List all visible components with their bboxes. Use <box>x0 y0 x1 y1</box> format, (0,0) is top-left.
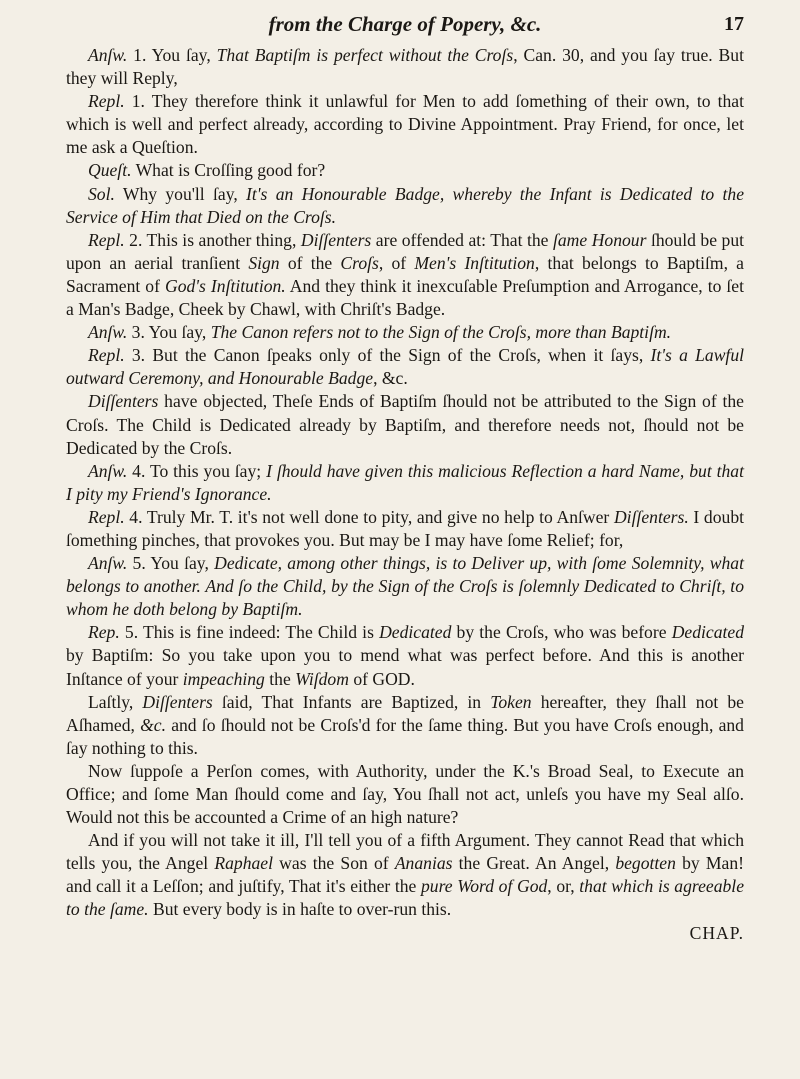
italic-text: I ſhould have given this malicious Reflection a hard Name, but that I pity my Friend's Ignorance. <box>66 460 744 504</box>
italic-text: Croſs <box>340 252 379 273</box>
running-head <box>66 6 744 42</box>
italic-text: Anſw. <box>88 460 128 481</box>
italic-text: begotten <box>615 853 676 874</box>
italic-text: Sol. <box>88 183 115 204</box>
italic-text: Anſw. <box>88 322 128 343</box>
paragraph <box>66 159 744 182</box>
italic-text: Queſt. <box>88 160 132 181</box>
italic-text: God's Inſtitution. <box>164 275 286 296</box>
italic-text: Diſſenters <box>142 691 213 712</box>
paragraph <box>66 760 744 829</box>
italic-text: Dedicated <box>671 622 744 643</box>
text-run: 5. You ſay, <box>127 553 215 574</box>
paragraph <box>66 321 744 344</box>
italic-text: Repl. <box>88 506 125 527</box>
text-run: by Baptiſm: So you take upon you to mend what was perfect before. And this is another Inſtance of your <box>66 645 744 689</box>
text-run: hereafter, they ſhall not be Aſhamed, <box>66 691 744 735</box>
italic-text: That Baptiſm is perfect without the Croſs <box>216 45 514 65</box>
italic-text: Diſſenters <box>88 391 159 412</box>
italic-text: Repl. <box>88 91 125 112</box>
text-run: 4. Truly Mr. T. it's not well done to pity, and give no help to Anſwer <box>124 506 614 527</box>
italic-text: pure Word of God <box>421 876 548 897</box>
page-number: 17 <box>724 13 744 35</box>
italic-text: Anſw. <box>88 553 128 574</box>
italic-text: Rep. <box>88 622 120 643</box>
paragraph <box>66 390 744 459</box>
paragraph <box>66 344 744 390</box>
paragraph <box>66 183 744 229</box>
italic-text: Repl. <box>88 345 125 366</box>
text-run: ſhould be put upon an aerial tranſient <box>66 229 745 273</box>
italic-text: Dedicated <box>379 622 452 643</box>
text-run: the Great. An Angel, <box>452 853 616 874</box>
text-run: 1. They therefore think it unlawful for Men to add ſomething of their own, to that which is well and perfect already, according to Divine Appointment. Pray Friend, for once, let me ask a Queſtion. <box>66 91 744 158</box>
italic-text: Diſſenters. <box>613 506 689 527</box>
paragraph <box>66 829 744 921</box>
text-run: I doubt ſomething pinches, that provokes you. But may be I may have ſome Relief; for, <box>66 506 745 550</box>
paragraph <box>66 229 744 321</box>
text-run: 3. You ſay, <box>127 322 211 343</box>
text-run: are offended at: That the <box>371 229 553 250</box>
body-text <box>66 44 744 922</box>
text-run: by Man! and call it a Leſſon; and juſtify, That it's either the <box>66 853 744 897</box>
italic-text: Anſw. <box>88 45 128 65</box>
paragraph <box>66 506 744 552</box>
text-run: , or, <box>547 876 580 897</box>
italic-text: that which is agreeable to the ſame. <box>66 876 744 920</box>
paragraph <box>66 90 744 159</box>
text-run: 1. You ſay, <box>127 45 217 65</box>
italic-text: &c. <box>140 714 166 735</box>
italic-text: Token <box>490 691 532 712</box>
italic-text: Diſſenters <box>300 229 372 250</box>
italic-text: Sign <box>248 252 280 273</box>
text-run: What is Croſſing good for? <box>131 160 326 181</box>
italic-text: Wiſdom <box>295 668 349 689</box>
italic-text: Raphael <box>214 853 273 874</box>
italic-text: Ananias <box>394 853 453 874</box>
italic-text: impeaching <box>182 668 265 689</box>
catchword: CHAP. <box>689 922 744 943</box>
text-run: But every body is in haſte to over-run this. <box>148 899 452 920</box>
text-run: , &c. <box>373 368 408 389</box>
text-run: 3. But the Canon ſpeaks only of the Sign of the Croſs, when it ſays, <box>124 345 651 366</box>
italic-text: Dedicate, among other things, is to Deliver up, with ſome Solemnity, what belongs to another. And ſo the Child, by the Sign of the Croſs is ſolemnly Dedicated to Chriſt, to whom he doth belong by Baptiſm. <box>66 553 744 620</box>
text-run: , that belongs to Baptiſm, a Sacrament of <box>66 252 744 296</box>
paragraph <box>66 460 744 506</box>
paragraph <box>66 621 744 690</box>
italic-text: ſame Honour <box>552 229 647 250</box>
text-run: was the Son of <box>273 853 395 874</box>
text-run: , of <box>378 252 415 273</box>
italic-text: Men's Inſtitution <box>414 252 535 273</box>
text-run: of GOD. <box>348 668 415 689</box>
text-run: And they think it inexcuſable Preſumption and Arrogance, to ſet a Man's Badge, Cheek by Chawl, with Chriſt's Badge. <box>66 275 745 320</box>
text-run: 5. This is fine indeed: The Child is <box>119 622 380 643</box>
text-run: and ſo ſhould not be Croſs'd for the ſame thing. But you have Croſs enough, and ſay nothing to this. <box>66 714 744 758</box>
text-run: Now ſuppoſe a Perſon comes, with Authority, under the K.'s Broad Seal, to Execute an Office; and ſome Man ſhould come and ſay, You ſhall not act, unleſs you have my Seal alſo. Would not this be accounted a Crime of an high nature? <box>66 760 744 828</box>
text-run: 2. This is another thing, <box>124 229 301 250</box>
italic-text: The Canon refers not to the Sign of the Croſs, more than Baptiſm. <box>210 322 672 343</box>
text-run: And if you will not take it ill, I'll tell you of a fifth Argument. They cannot Read that which tells you, the Angel <box>66 830 744 874</box>
italic-text: Repl. <box>88 229 125 250</box>
text-run: by the Croſs, who was before <box>451 622 672 643</box>
text-run: Why you'll ſay, <box>114 183 247 204</box>
text-run: 4. To this you ſay; <box>127 460 267 481</box>
text-run: , Can. 30, and you ſay true. But they will Reply, <box>66 45 744 89</box>
paragraph <box>66 691 744 760</box>
running-title: from the Charge of Popery, &c. <box>268 12 542 36</box>
text-run: have objected, Theſe Ends of Baptiſm ſhould not be attributed to the Sign of the Croſs. The Child is Dedicated already by Baptiſm, and therefore needs not, ſhould not be Dedicated by the Croſs. <box>66 391 744 458</box>
text-run: ſaid, That Infants are Baptized, in <box>212 691 491 712</box>
italic-text: It's an Honourable Badge, whereby the Infant is Dedicated to the Service of Him that Died on the Croſs. <box>66 183 745 227</box>
text-run: the <box>264 668 296 689</box>
text-run: of the <box>279 252 341 273</box>
italic-text: It's a Lawful outward Ceremony, and Honourable Badge <box>66 345 745 389</box>
paragraph <box>66 552 744 621</box>
text-run: Laſtly, <box>88 691 143 712</box>
paragraph <box>66 44 744 90</box>
